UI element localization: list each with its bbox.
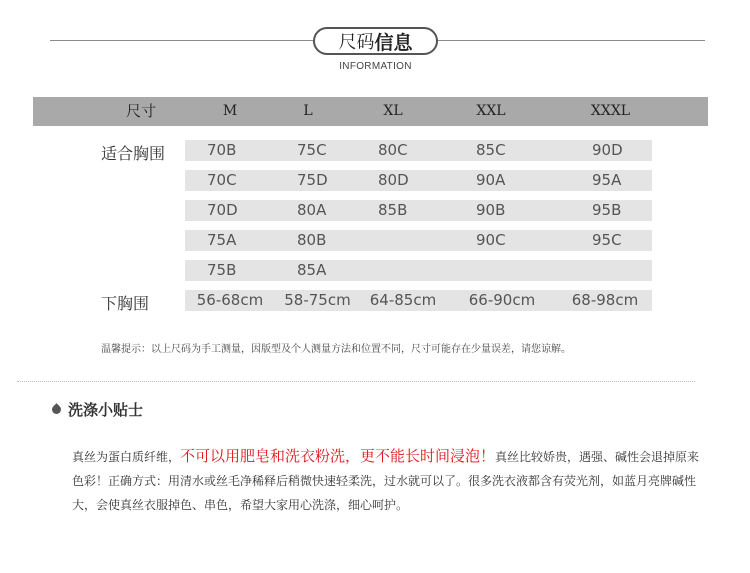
table-cell: 95C — [558, 230, 652, 251]
table-cell: 80B — [275, 230, 360, 251]
table-cell: 68-98cm — [558, 290, 652, 311]
table-cell — [446, 260, 558, 281]
size-table-header — [33, 97, 708, 126]
section-title-bold: 信息 — [374, 31, 413, 54]
table-cell: 85B — [360, 200, 446, 221]
bust-row-label: 适合胸围 — [101, 144, 166, 163]
tips-title: 洗涤小贴士 — [68, 401, 144, 419]
table-cell: 70D — [185, 200, 275, 221]
header-size-l: L — [303, 103, 313, 119]
table-cell: 75A — [185, 230, 275, 251]
section-title-light: 尺码 — [338, 32, 375, 53]
table-cell: 95A — [558, 170, 652, 191]
table-cell: 90D — [558, 140, 652, 161]
table-cell: 90B — [446, 200, 558, 221]
underbust-row-label: 下胸围 — [101, 294, 150, 313]
table-cell: 66-90cm — [446, 290, 558, 311]
table-cell — [360, 230, 446, 251]
table-cell — [558, 260, 652, 281]
tips-text-before: 真丝为蛋白质纤维， — [72, 450, 181, 464]
water-drop-icon — [50, 403, 63, 416]
table-cell: 85C — [446, 140, 558, 161]
header-size-m: M — [222, 103, 238, 119]
table-cell: 95B — [558, 200, 652, 221]
header-corner-label: 尺寸 — [125, 102, 156, 120]
header-rule-right — [435, 40, 705, 41]
tips-warning: 不可以用肥皂和洗衣粉洗，更不能长时间浸泡！ — [180, 447, 496, 465]
table-cell: 80D — [360, 170, 446, 191]
care-tips-paragraph — [72, 444, 702, 517]
table-cell: 90C — [446, 230, 558, 251]
measurement-note: 温馨提示：以上尺码为手工测量，因版型及个人测量方法和位置不同，尺寸可能存在少量误差，请您谅解。 — [101, 344, 571, 355]
table-cell: 58-75cm — [275, 290, 360, 311]
table-cell: 85A — [275, 260, 360, 281]
header-rule-left — [50, 40, 315, 41]
table-cell: 70C — [185, 170, 275, 191]
tips-text-after: 真丝比较娇贵，遇强、碱性会退掉原来色彩！正确方式：用清水或丝毛净稀释后稍微快速轻柔洗，过水就可以了。很多洗衣液都含有荧光剂，如蓝月亮牌碱性大，会使真丝衣服掉色、串色，希望大家用心洗涤，细心呵护。 — [72, 450, 700, 512]
header-size-xxxl: XXXL — [590, 103, 631, 119]
table-cell: 70B — [185, 140, 275, 161]
table-cell: 80A — [275, 200, 360, 221]
table-cell: 80C — [360, 140, 446, 161]
table-cell: 64-85cm — [360, 290, 446, 311]
table-cell: 56-68cm — [185, 290, 275, 311]
dotted-divider — [17, 381, 695, 382]
section-subtitle: INFORMATION — [339, 61, 412, 72]
table-cell: 75B — [185, 260, 275, 281]
table-cell: 90A — [446, 170, 558, 191]
table-cell: 75D — [275, 170, 360, 191]
section-title — [313, 27, 438, 55]
header-size-xl: XL — [383, 103, 403, 119]
header-size-xxl: XXL — [476, 103, 506, 119]
table-cell: 75C — [275, 140, 360, 161]
table-cell — [360, 260, 446, 281]
